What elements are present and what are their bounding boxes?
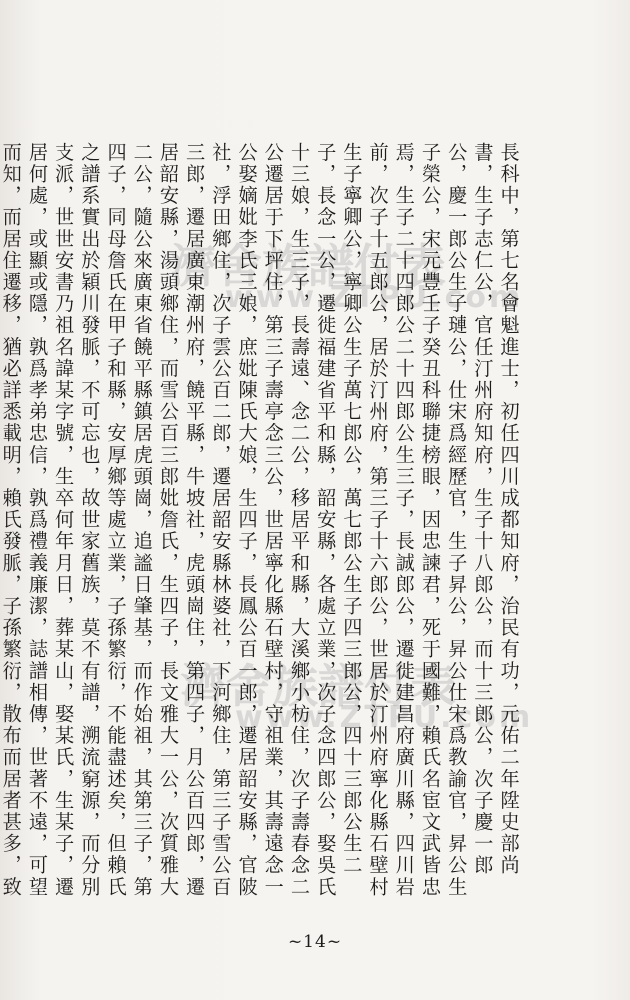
body-paragraph: 長科中，第七名會魁進士，初任四川成都知府，治民有功，元佑二年陞史部尚書，生子志仁公，官任汀州府知府，生子十八郎公，而十三郎公，次子慶一郎公，慶一郎公生子璉公，仕宋爲經歷官，生子昇公，昇公仕宋爲教諭官，昇公生子榮公，宋元豐壬子癸丑科聯捷榜眼，因忠諫君，死于國難，賴氏名宦文武皆忠焉，生子二十四郎公二十四郎公生三子，長誠郎公，遷徙建昌府廣川縣，四川岩前，次子十五郎公，居於汀州府，第三子十六郎公，世居於汀州府寧化縣石壁村生子寧卿公，寧卿公生子萬七郎公，萬七郎公生子四三郎公，四十三郎公生二子，長念一公，遷徙福建省平和縣，韶安縣，各處立業，次子念四郎公，娶吳氏十三娘，生三子，長壽遠、念二公，移居平和縣，大溪鄉小枋住，次子壽春念二公遷居于下坪住，第三子壽亭念三公，世居寧化縣石壁村，守祖業，其壽遠念一公娶嫡妣李氏三娘，庶妣陳氏大娘，生四子，長鳳公百一郎，遷居韶安縣，官陂社，浮田鄉住，次子雲公百二郎，遷居韶安縣林婆社，下河鄉住，第三子雪公百三郎，遷居廣東潮州府，饒平縣，牛坡社，虎頭崗住，第四子，月公百四郎，遷居韶安縣，湯頭鄉住，而雪公百三郎妣詹氏，生四子，長文雅大一公，次質雅大二公，隨公來廣東省饒平縣鎮居虎頭崗，追謐日肇基，而作始祖，其第三子，第四子，同母詹氏在甲子和縣，安厚鄉等處立業，子孫繁衍，不能盡述矣，但賴氏之譜系實出於穎川發脈，不可忘也，故世家舊族，莫不有譜，溯流窮源，而分別支派，世世安書乃祖名諱某字號，生卒何年月日，葬某山，娶某氏，生某子，遷居何處，或顯或隱，孰爲孝弟忠信，孰爲禮義廉潔，誌譜相傳，世著不遠，可望而知，而居住遷移，猶必詳悉載明，賴氏發脈，子孫繁衍，散布而居者甚多，致 [0, 142, 521, 898]
watermark-url: www.ZTPU.com [235, 700, 534, 735]
watermark-logo: 濟舍族譜付表 [180, 659, 456, 713]
watermark-url: www.ZTPU.com [225, 280, 524, 315]
page-number: ~14~ [287, 932, 343, 952]
vertical-text-body [0, 142, 574, 914]
watermark-logo: 濟舍族譜付表 [170, 239, 446, 293]
